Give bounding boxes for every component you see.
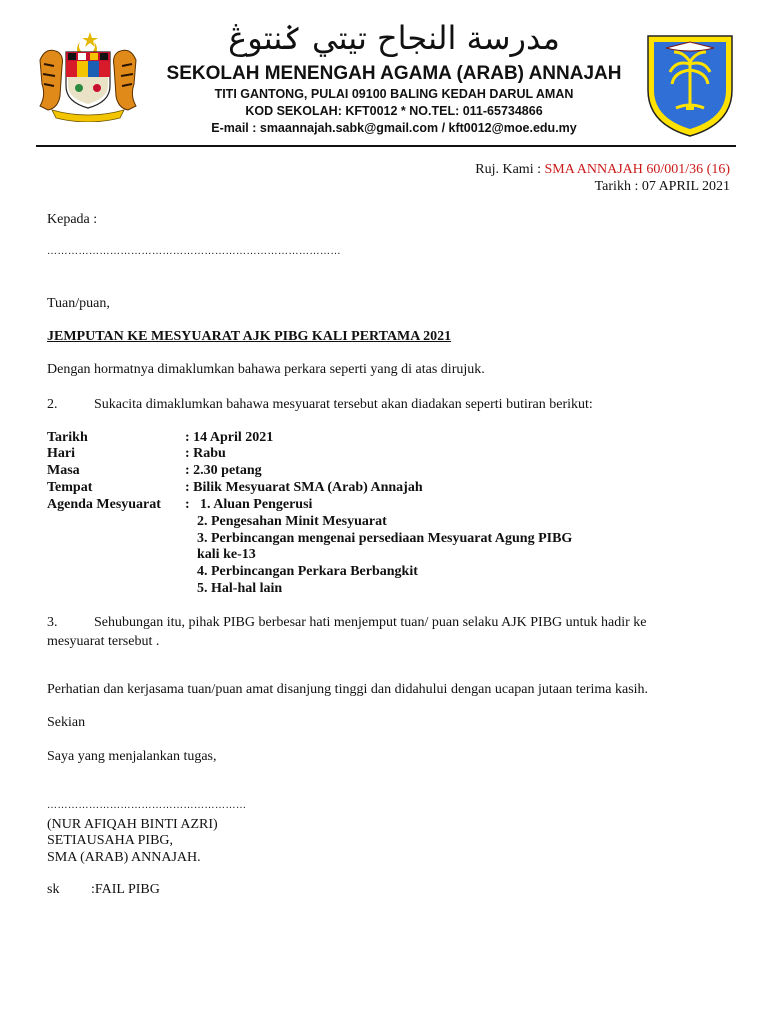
- paragraph-4: Perhatian dan kerjasama tuan/puan amat disanjung tinggi dan didahului dengan ucapan jutaan terima kasih.: [47, 682, 649, 697]
- reference-line: [475, 161, 730, 178]
- reference-block: [475, 161, 730, 195]
- agenda-item: 5. Hal-hal lain: [197, 581, 283, 596]
- letter-date: Tarikh : 07 APRIL 2021: [594, 179, 730, 194]
- detail-agenda-colon: :: [185, 497, 190, 512]
- cc-value: :FAIL PIBG: [91, 882, 160, 897]
- signature-line: …………………………………………………: [47, 800, 247, 811]
- agenda-item-continued: kali ke-13: [197, 547, 256, 562]
- letterhead: [0, 0, 768, 150]
- detail-label-agenda: Agenda Mesyuarat: [47, 497, 161, 512]
- paragraph-3-line-1: Sehubungan itu, pihak PIBG berbesar hati menjemput tuan/ puan selaku AJK PIBG untuk hadir ke: [94, 615, 647, 630]
- school-name: SEKOLAH MENENGAH AGAMA (ARAB) ANNAJAH: [166, 63, 622, 84]
- reference-number: SMA ANNAJAH 60/001/36 (16): [544, 162, 730, 177]
- agenda-item: 1. Aluan Pengerusi: [200, 497, 313, 512]
- recipient-blank: …………………………………………………………………………: [47, 246, 341, 257]
- national-coat-of-arms-icon: [34, 30, 142, 122]
- header-divider: [36, 145, 736, 147]
- school-name-jawi: مدرسة النجاح تيتي ݢنتوڠ: [228, 19, 560, 57]
- recipient-label: Kepada :: [47, 212, 98, 227]
- detail-label-masa: Masa: [47, 463, 80, 478]
- signatory-name: (NUR AFIQAH BINTI AZRI): [47, 817, 218, 832]
- signatory-school: SMA (ARAB) ANNAJAH.: [47, 850, 201, 865]
- signatory-position: SETIAUSAHA PIBG,: [47, 833, 174, 848]
- school-emblem-icon: [642, 30, 738, 138]
- paragraph-3-number: 3.: [47, 615, 58, 630]
- salutation: Tuan/puan,: [47, 296, 110, 311]
- detail-label-hari: Hari: [47, 446, 75, 461]
- paragraph-2-number: 2.: [47, 397, 58, 412]
- school-email: E-mail : smaannajah.sabk@gmail.com / kft0012@moe.edu.my: [211, 121, 577, 135]
- detail-label-tempat: Tempat: [47, 480, 93, 495]
- agenda-item: 4. Perbincangan Perkara Berbangkit: [197, 564, 418, 579]
- detail-value-hari: : Rabu: [185, 446, 226, 461]
- agenda-item: 2. Pengesahan Minit Mesyuarat: [197, 514, 387, 529]
- school-address: TITI GANTONG, PULAI 09100 BALING KEDAH DARUL AMAN: [214, 87, 574, 101]
- reference-label: Ruj. Kami :: [475, 162, 545, 177]
- closing-sekian: Sekian: [47, 715, 86, 730]
- detail-value-tarikh: : 14 April 2021: [185, 430, 274, 445]
- agenda-item: 3. Perbincangan mengenai persediaan Mesyuarat Agung PIBG: [197, 531, 573, 546]
- paragraph-3-line-2: mesyuarat tersebut .: [47, 634, 160, 649]
- school-codes: KOD SEKOLAH: KFT0012 * NO.TEL: 011-65734866: [245, 104, 543, 118]
- letterhead-text: [140, 18, 648, 137]
- paragraph-2: Sukacita dimaklumkan bahawa mesyuarat tersebut akan diadakan seperti butiran berikut:: [94, 397, 593, 412]
- paragraph-1: Dengan hormatnya dimaklumkan bahawa perkara seperti yang di atas dirujuk.: [47, 362, 485, 377]
- cc-label: sk: [47, 882, 60, 897]
- detail-value-tempat: : Bilik Mesyuarat SMA (Arab) Annajah: [185, 480, 423, 495]
- detail-value-masa: : 2.30 petang: [185, 463, 262, 478]
- subject-title: JEMPUTAN KE MESYUARAT AJK PIBG KALI PERTAMA 2021: [47, 329, 452, 344]
- detail-label-tarikh: Tarikh: [47, 430, 88, 445]
- closing-duty-line: Saya yang menjalankan tugas,: [47, 749, 217, 764]
